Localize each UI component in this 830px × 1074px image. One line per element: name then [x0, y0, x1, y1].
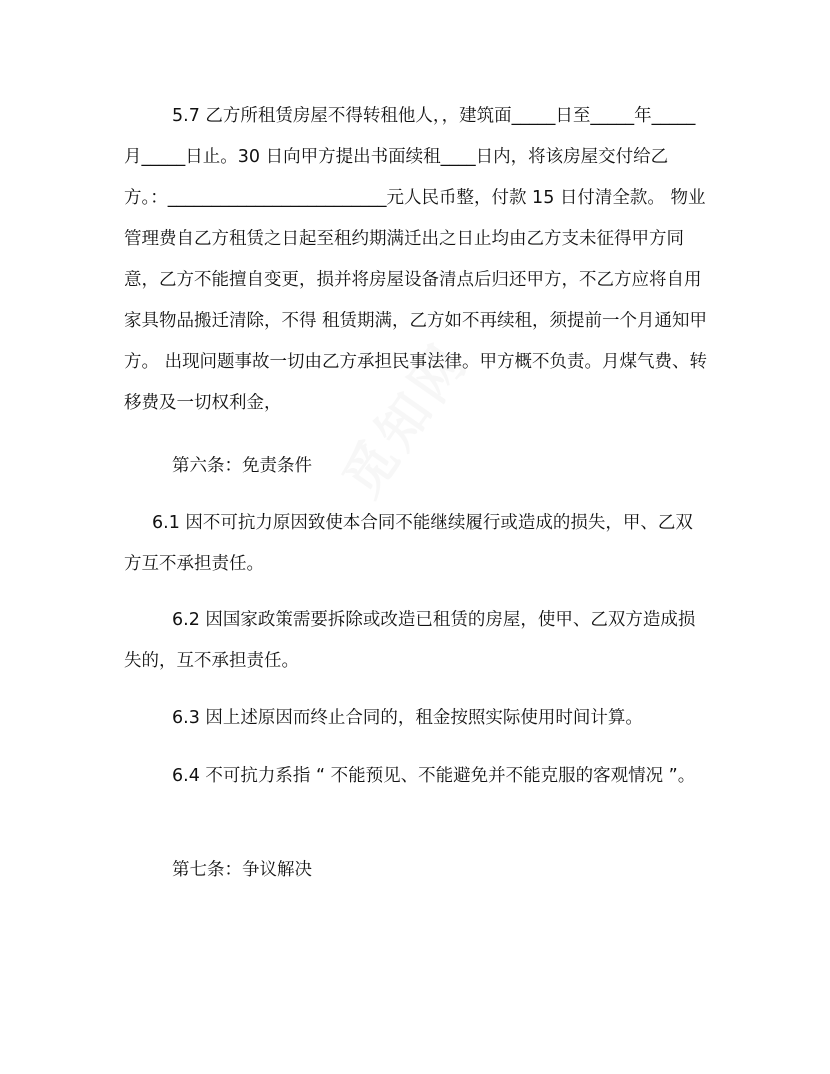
clause-5-7-paragraph: 5.7 乙方所租赁房屋不得转租他人，，建筑面_____日至_____年_____月_____日止。30 日向甲方提出书面续租____日内，将该房屋交付给乙方。：_________________________元人民币整，付款 15 日付清全款。 物业管理费自乙方租赁之日起至租约期满迁出之日止均由乙方支未征得甲方同意，乙方不能擅自变更，损并将房屋设备清点后归还甲方，不乙方应将自用家具物品搬迁清除，不得 租赁期满，乙方如不再续租，须提前一个月通知甲方。 出现问题事故一切由乙方承担民事法律。甲方概不负责。月煤气费、转移费及一切权利金， [124, 106, 708, 413]
clause-6-2-paragraph: 6.2 因国家政策需要拆除或改造已租赁的房屋，使甲、乙双方造成损失的，互不承担责任。 [124, 610, 696, 671]
article-7-heading: 第七条：争议解决 [172, 860, 312, 880]
watermark: 觅知网 [332, 331, 482, 509]
article-6-heading: 第六条：免责条件 [172, 456, 312, 476]
clause-6-1-paragraph: 6.1 因不可抗力原因致使本合同不能继续履行或造成的损失，甲、乙双方互不承担责任。 [124, 513, 693, 574]
clause-6-3-paragraph: 6.3 因上述原因而终止合同的，租金按照实际使用时间计算。 [172, 708, 643, 728]
clause-6-4-paragraph: 6.4 不可抗力系指 “ 不能预见、不能避免并不能克服的客观情况 ”。 [172, 766, 696, 786]
